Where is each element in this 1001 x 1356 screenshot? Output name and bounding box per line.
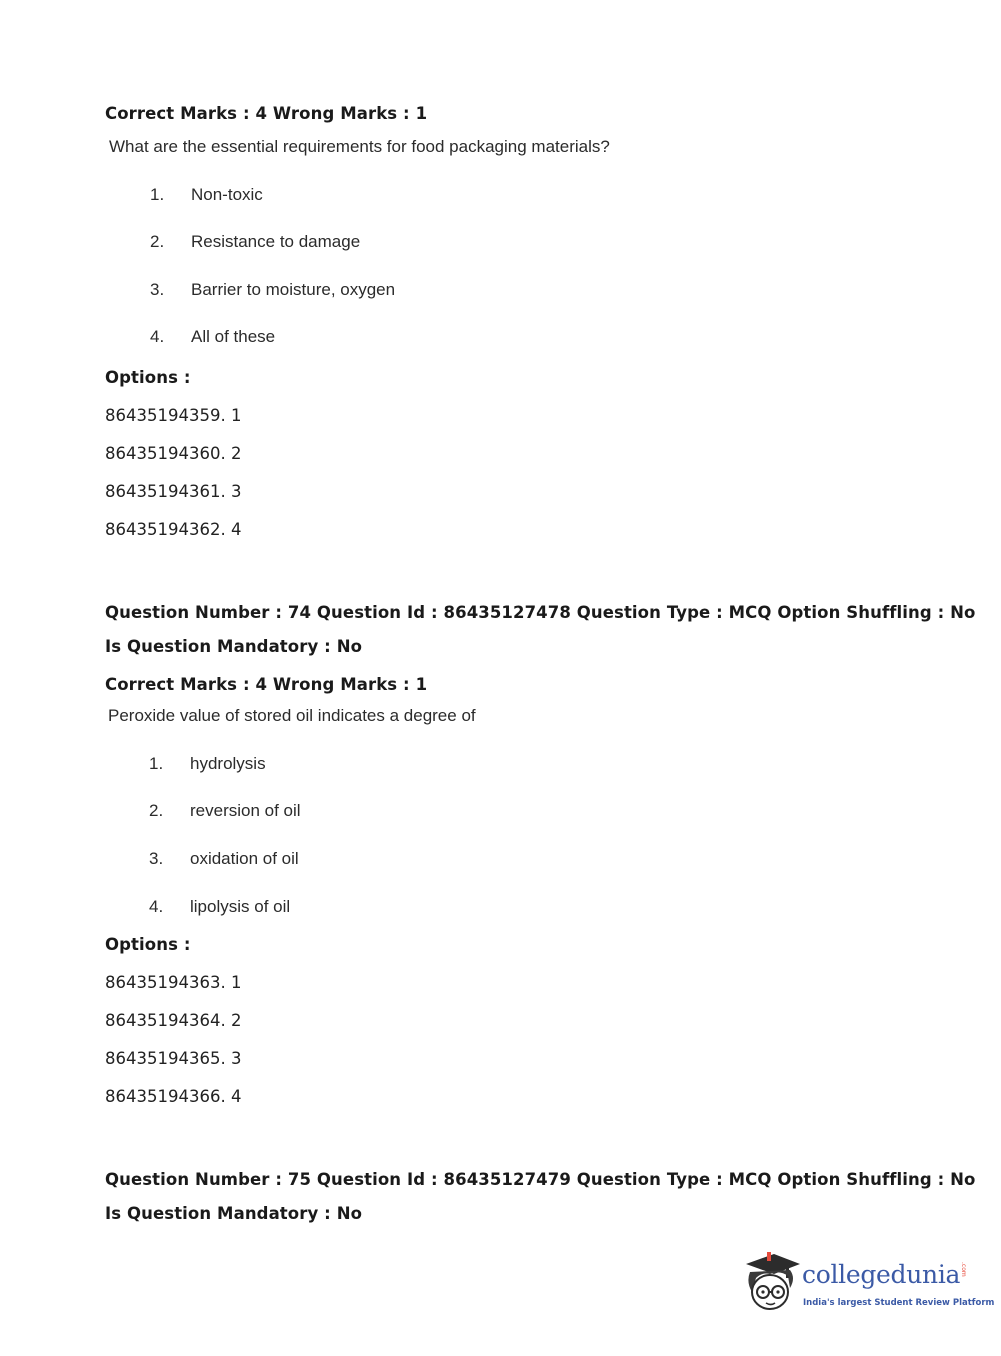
question-header: Question Number : 75 Question Id : 86435127479 Question Type : MCQ Option Shuffling : No <box>105 1170 976 1189</box>
choice-number: 4. <box>150 327 165 346</box>
question-text: What are the essential requirements for food packaging materials? <box>109 137 610 156</box>
correct-wrong-marks: Correct Marks : 4 Wrong Marks : 1 <box>105 104 428 123</box>
choice-text: lipolysis of oil <box>190 897 291 916</box>
question-text: Peroxide value of stored oil indicates a degree of <box>108 706 476 725</box>
option-item: 86435194363. 1 <box>105 973 242 992</box>
choice-text: Resistance to damage <box>191 232 361 251</box>
choice-text: Barrier to moisture, oxygen <box>191 280 396 299</box>
options-label: Options : <box>105 368 191 387</box>
option-item: 86435194361. 3 <box>105 482 242 501</box>
logo-wordmark: collegedunia <box>802 1260 961 1289</box>
choice-text: oxidation of oil <box>190 849 299 868</box>
logo-suffix: .com <box>960 1262 967 1277</box>
choice-number: 3. <box>150 280 165 299</box>
question-header: Question Number : 74 Question Id : 86435127478 Question Type : MCQ Option Shuffling : No <box>105 603 976 622</box>
correct-wrong-marks: Correct Marks : 4 Wrong Marks : 1 <box>105 675 428 694</box>
choice-text: All of these <box>191 327 276 346</box>
options-label: Options : <box>105 935 191 954</box>
option-item: 86435194364. 2 <box>105 1011 242 1030</box>
logo-tagline: India's largest Student Review Platform <box>803 1298 995 1308</box>
option-item: 86435194365. 3 <box>105 1049 242 1068</box>
option-item: 86435194366. 4 <box>105 1087 242 1106</box>
question-mandatory: Is Question Mandatory : No <box>105 1204 363 1223</box>
choice-text: reversion of oil <box>190 801 301 820</box>
option-item: 86435194359. 1 <box>105 406 242 425</box>
choice-number: 1. <box>149 754 164 773</box>
choice-text: hydrolysis <box>190 754 266 773</box>
choice-number: 3. <box>149 849 164 868</box>
choice-number: 2. <box>150 232 165 251</box>
option-item: 86435194360. 2 <box>105 444 242 463</box>
student-mascot-icon <box>740 1248 804 1314</box>
choice-text: Non-toxic <box>191 185 263 204</box>
choice-number: 4. <box>149 897 164 916</box>
question-mandatory: Is Question Mandatory : No <box>105 637 363 656</box>
choice-number: 2. <box>149 801 164 820</box>
option-item: 86435194362. 4 <box>105 520 242 539</box>
collegedunia-logo <box>740 1248 995 1318</box>
choice-number: 1. <box>150 185 165 204</box>
